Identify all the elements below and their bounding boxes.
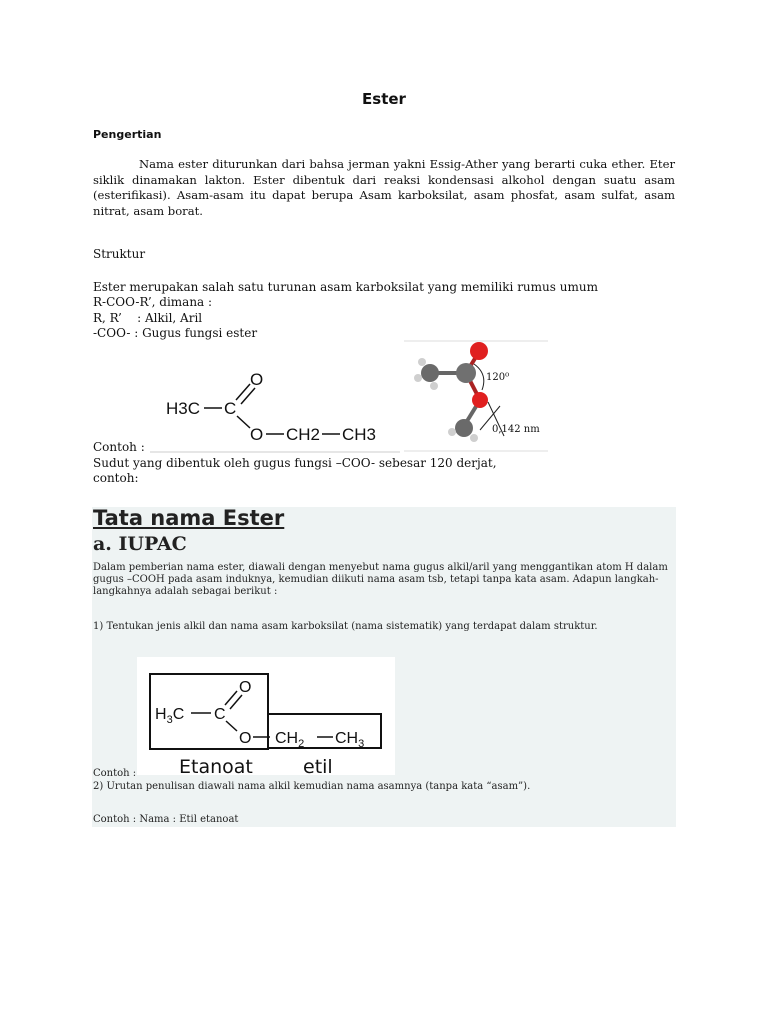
svg-text:CH3: $CH_3$ [335, 730, 365, 750]
section-heading-pengertian: Pengertian [93, 128, 162, 141]
iupac-heading: a. IUPAC [93, 533, 187, 555]
contoh-nama: Contoh : Nama : Etil etanoat [93, 814, 239, 825]
struktur-line-1: Ester merupakan salah satu turunan asam karboksilat yang memiliki rumus umum [93, 280, 598, 294]
svg-text:O: O [239, 730, 252, 747]
svg-text:O: O [239, 679, 252, 696]
ch2-label: CH2 [286, 425, 321, 444]
svg-text:H3C: $H_3C$ [155, 706, 185, 726]
struktur-line-4: -COO- : Gugus fungsi ester [93, 326, 258, 340]
iupac-paragraph: Dalam pemberian nama ester, diawali dengan menyebut nama gugus alkil/aril yang menggantikan atom H dalam gugus –COOH pada asam induknya, kemudian diikuti nama asam tsb, tetapi tanpa kata asam. Adapun langkah-langkahnya adalah sebagai berikut : [93, 562, 668, 597]
etanoat-label: Etanoat [179, 756, 253, 775]
ch3-label: CH3 [342, 425, 377, 444]
etil-label: etil [303, 756, 333, 775]
oxygen-top-label: O [250, 370, 264, 389]
carbon-label: C [224, 399, 237, 418]
bond-length-label: 0,142 nm [492, 424, 540, 435]
page-title: Ester [362, 90, 406, 108]
boxed-structure-diagram [137, 657, 395, 775]
h3c-label: H3C [166, 399, 201, 418]
step-2: 2) Urutan penulisan diawali nama alkil kemudian nama asamnya (tanpa kata “asam”). [93, 781, 531, 792]
ester-3d-model-image [404, 340, 548, 452]
section-heading-struktur: Struktur [93, 247, 146, 261]
contoh-colon: contoh: [93, 471, 139, 485]
svg-text:CH2: $CH_2$ [275, 730, 305, 750]
contoh-label-1: Contoh : [93, 440, 145, 454]
svg-text:C: C [214, 706, 226, 723]
intro-paragraph: Nama ester diturunkan dari bahsa jerman yakni Essig-Ather yang berarti cuka ether. Eter siklik dinamakan lakton. Ester dibentuk dari reaksi kondensasi alkohol dengan suatu asam (esterifikasi). Asam-asam itu dapat berupa Asam karboksilat, asam phosfat, asam sulfat, asam nitrat, asam borat. [93, 157, 675, 218]
step-1: 1) Tentukan jenis alkil dan nama asam karboksilat (nama sistematik) yang terdapat dalam struktur. [93, 621, 598, 632]
ethyl-acetate-structure [150, 362, 400, 456]
struktur-line-3: R, R’ : Alkil, Aril [93, 311, 203, 325]
oxygen-chain-label: O [250, 425, 264, 444]
sudut-line: Sudut yang dibentuk oleh gugus fungsi –COO- sebesar 120 derjat, [93, 456, 497, 470]
tata-nama-heading: Tata nama Ester [93, 506, 285, 530]
bond-angle-label: 120⁰ [486, 372, 510, 383]
struktur-line-2: R-COO-R’, dimana : [93, 295, 213, 309]
contoh-label-2: Contoh : [93, 768, 137, 779]
